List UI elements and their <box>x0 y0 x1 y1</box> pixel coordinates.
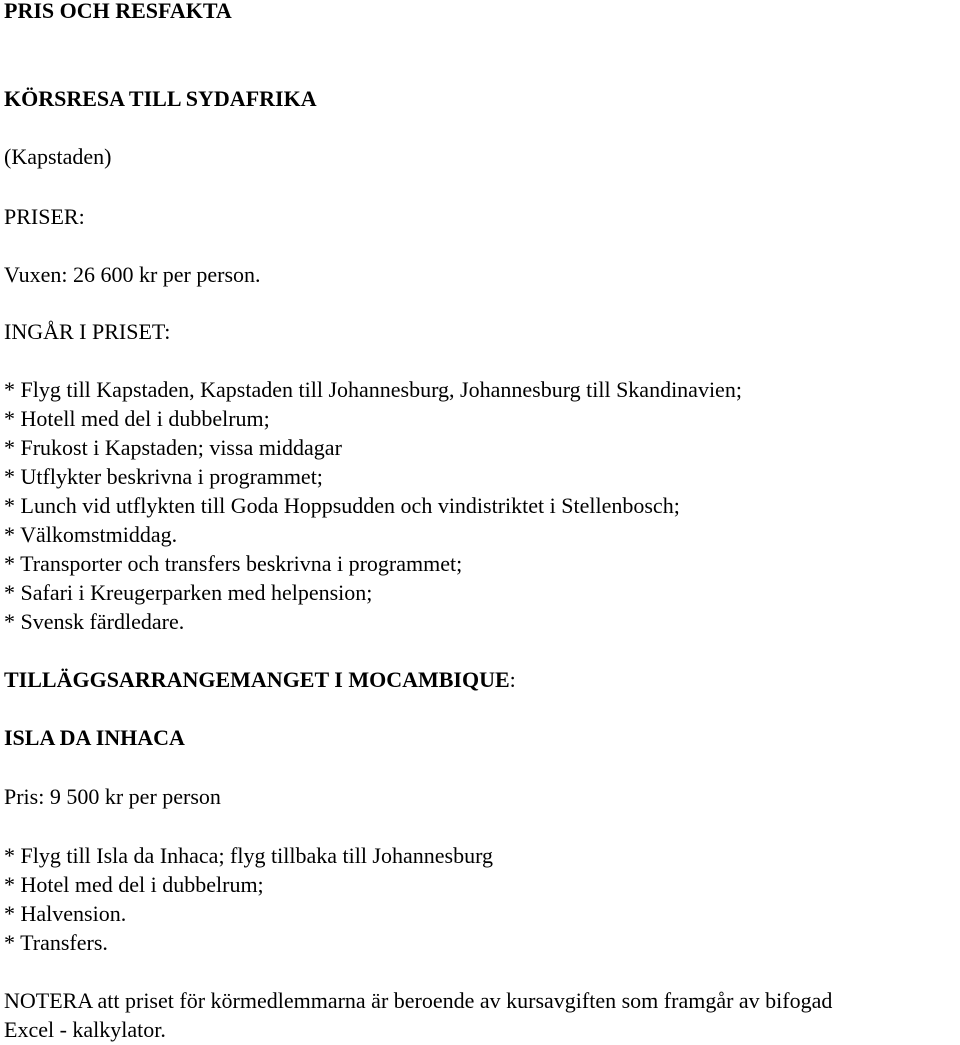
included-item: * Svensk färdledare. <box>4 609 185 634</box>
included-item: * Safari i Kreugerparken med helpension; <box>4 580 373 605</box>
note-line: Excel - kalkylator. <box>4 1017 166 1042</box>
extra-item: * Transfers. <box>4 930 108 955</box>
extra-heading <box>4 665 516 694</box>
extra-destination: ISLA DA INHACA <box>4 725 185 750</box>
extra-heading-colon: : <box>509 667 516 692</box>
included-item: * Hotell med del i dubbelrum; <box>4 406 270 431</box>
included-item: * Transporter och transfers beskrivna i programmet; <box>4 551 463 576</box>
trip-location: (Kapstaden) <box>4 144 112 169</box>
included-item: * Lunch vid utflykten till Goda Hoppsudden och vindistriktet i Stellenbosch; <box>4 493 680 518</box>
included-item: * Välkomstmiddag. <box>4 522 178 547</box>
included-item: * Flyg till Kapstaden, Kapstaden till Johannesburg, Johannesburg till Skandinavien; <box>4 377 742 402</box>
included-item: * Utflykter beskrivna i programmet; <box>4 464 323 489</box>
included-item: * Frukost i Kapstaden; vissa middagar <box>4 435 342 460</box>
document-title: PRIS OCH RESFAKTA <box>4 0 232 23</box>
extra-item: * Flyg till Isla da Inhaca; flyg tillbaka till Johannesburg <box>4 843 494 868</box>
extra-price: Pris: 9 500 kr per person <box>4 784 221 809</box>
included-heading: INGÅR I PRISET: <box>4 319 171 344</box>
adult-price: Vuxen: 26 600 kr per person. <box>4 262 261 287</box>
extra-item: * Halvension. <box>4 901 127 926</box>
trip-title: KÖRSRESA TILL SYDAFRIKA <box>4 86 317 111</box>
note-line: NOTERA att priset för körmedlemmarna är beroende av kursavgiften som framgår av bifogad <box>4 988 833 1013</box>
extra-item: * Hotel med del i dubbelrum; <box>4 872 264 897</box>
extra-heading-text: TILLÄGGSARRANGEMANGET I MOCAMBIQUE <box>4 667 510 692</box>
prices-heading: PRISER: <box>4 204 85 229</box>
